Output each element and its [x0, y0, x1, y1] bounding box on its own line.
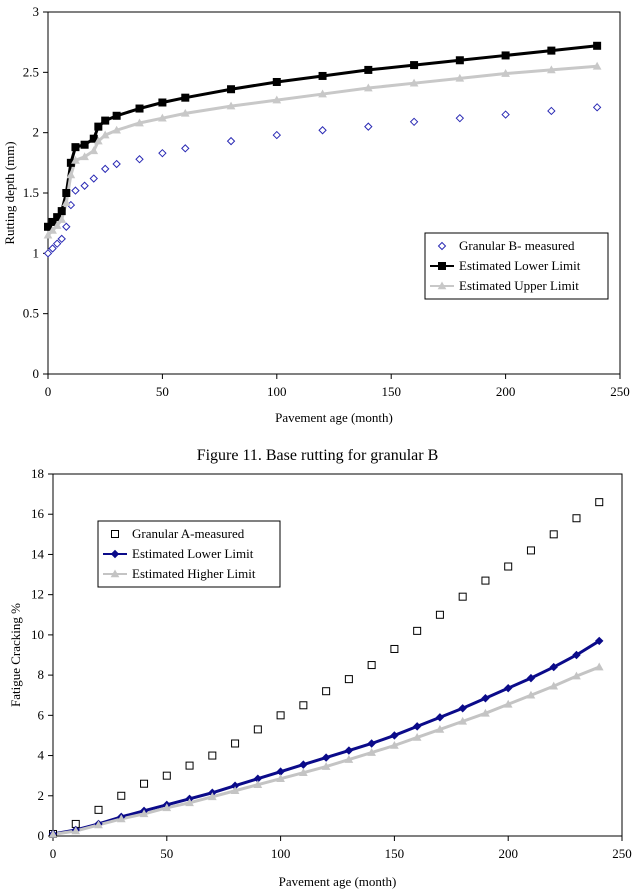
y-tick-label: 0	[37, 828, 44, 843]
data-point-series-1	[232, 740, 239, 747]
data-point-series-2	[319, 72, 326, 79]
data-point-series-2	[228, 86, 235, 93]
legend-label: Estimated Lower Limit	[459, 258, 581, 273]
data-point-series-2	[95, 123, 102, 130]
y-tick-label: 12	[31, 586, 44, 602]
data-point-series-2	[323, 754, 330, 761]
data-point-series-1	[58, 235, 65, 242]
fatigue-cracking-chart	[0, 466, 635, 889]
x-tick-label: 100	[267, 384, 287, 399]
y-tick-label: 10	[31, 626, 44, 642]
data-point-series-1	[573, 515, 580, 522]
y-tick-label: 14	[31, 546, 44, 562]
data-point-series-1	[319, 127, 326, 134]
data-point-series-2	[548, 47, 555, 54]
legend-label: Estimated Lower Limit	[132, 546, 254, 561]
data-point-series-2	[81, 141, 88, 148]
data-point-series-1	[414, 627, 421, 634]
data-point-series-1	[527, 547, 534, 554]
data-point-series-1	[163, 772, 170, 779]
y-tick-label: 2.5	[22, 64, 39, 80]
y-tick-label: 8	[37, 667, 44, 683]
y-tick-label: 4	[37, 747, 44, 763]
data-point-series-2	[456, 57, 463, 64]
data-point-series-1	[550, 531, 557, 538]
legend-marker	[439, 263, 446, 270]
data-point-series-2	[277, 768, 284, 775]
x-tick-label: 0	[44, 384, 52, 399]
data-point-series-1	[72, 187, 79, 194]
y-tick-label: 1.5	[22, 185, 39, 200]
data-point-series-1	[118, 792, 125, 799]
data-point-series-1	[323, 688, 330, 695]
y-axis-title: Rutting depth (mm)	[2, 141, 17, 245]
data-point-series-1	[186, 762, 193, 769]
legend-label: Granular B- measured	[459, 238, 575, 253]
data-point-series-2	[136, 105, 143, 112]
data-point-series-1	[209, 752, 216, 759]
series-line-2	[53, 641, 599, 834]
x-tick-label: 250	[610, 384, 630, 399]
legend-label: Estimated Upper Limit	[459, 278, 579, 293]
data-point-series-1	[49, 245, 56, 252]
data-point-series-1	[277, 712, 284, 719]
data-point-series-2	[273, 78, 280, 85]
data-point-series-1	[596, 499, 603, 506]
data-point-series-2	[58, 208, 65, 215]
x-tick-label: 200	[495, 384, 516, 399]
x-tick-label: 150	[384, 846, 405, 861]
data-point-series-2	[300, 761, 307, 768]
y-tick-label: 16	[31, 506, 44, 522]
data-point-series-2	[182, 94, 189, 101]
data-point-series-1	[548, 107, 555, 114]
data-point-series-1	[368, 662, 375, 669]
y-tick-label: 2	[37, 787, 44, 803]
x-tick-label: 50	[160, 846, 174, 861]
y-tick-label: 0.5	[22, 305, 39, 321]
legend-label: Granular A-measured	[132, 526, 245, 541]
y-tick-label: 18	[31, 466, 44, 481]
y-tick-label: 6	[37, 707, 44, 723]
x-tick-label: 100	[270, 846, 291, 861]
data-point-series-1	[45, 250, 52, 257]
y-tick-label: 3	[32, 4, 39, 19]
data-point-series-1	[436, 611, 443, 618]
data-point-series-1	[136, 156, 143, 163]
data-point-series-2	[72, 144, 79, 151]
data-point-series-1	[594, 104, 601, 111]
data-point-series-1	[482, 577, 489, 584]
data-point-series-1	[182, 145, 189, 152]
data-point-series-1	[159, 150, 166, 157]
y-tick-label: 1	[32, 245, 39, 261]
y-tick-label: 2	[32, 124, 39, 140]
data-point-series-1	[459, 593, 466, 600]
data-point-series-1	[141, 780, 148, 787]
data-point-series-1	[273, 132, 280, 139]
x-tick-label: 50	[155, 384, 169, 399]
data-point-series-2	[594, 42, 601, 49]
data-point-series-1	[345, 676, 352, 683]
data-point-series-1	[365, 123, 372, 130]
x-tick-label: 200	[498, 846, 518, 861]
data-point-series-2	[365, 66, 372, 73]
data-point-series-1	[54, 240, 61, 247]
data-point-series-1	[502, 111, 509, 118]
data-point-series-2	[113, 112, 120, 119]
data-point-series-1	[300, 702, 307, 709]
data-point-series-1	[254, 726, 261, 733]
data-point-series-2	[502, 52, 509, 59]
x-tick-label: 0	[49, 846, 57, 861]
data-point-series-1	[228, 138, 235, 145]
data-point-series-1	[81, 182, 88, 189]
data-point-series-1	[411, 118, 418, 125]
data-point-series-1	[102, 165, 109, 172]
plot-area-frame	[48, 12, 620, 374]
data-point-series-1	[95, 806, 102, 813]
data-point-series-1	[113, 161, 120, 168]
legend-marker	[112, 531, 119, 538]
x-tick-label: 250	[612, 846, 632, 861]
y-tick-label: 0	[32, 366, 39, 381]
data-point-series-2	[63, 190, 70, 197]
figure-caption: Figure 11. Base rutting for granular B	[196, 447, 439, 464]
data-point-series-1	[391, 645, 398, 652]
x-axis-title: Pavement age (month)	[278, 874, 397, 889]
x-tick-label: 150	[381, 384, 401, 399]
data-point-series-1	[456, 115, 463, 122]
y-axis-title: Fatigue Cracking %	[8, 603, 23, 707]
x-axis-title: Pavement age (month)	[275, 410, 393, 425]
data-point-series-1	[505, 563, 512, 570]
rutting-chart	[0, 0, 635, 430]
legend-label: Estimated Higher Limit	[132, 566, 256, 581]
data-point-series-2	[102, 117, 109, 124]
data-point-series-2	[159, 99, 166, 106]
data-point-series-1	[63, 223, 70, 230]
data-point-series-2	[345, 747, 352, 754]
data-point-series-2	[411, 62, 418, 69]
data-point-series-1	[90, 175, 97, 182]
